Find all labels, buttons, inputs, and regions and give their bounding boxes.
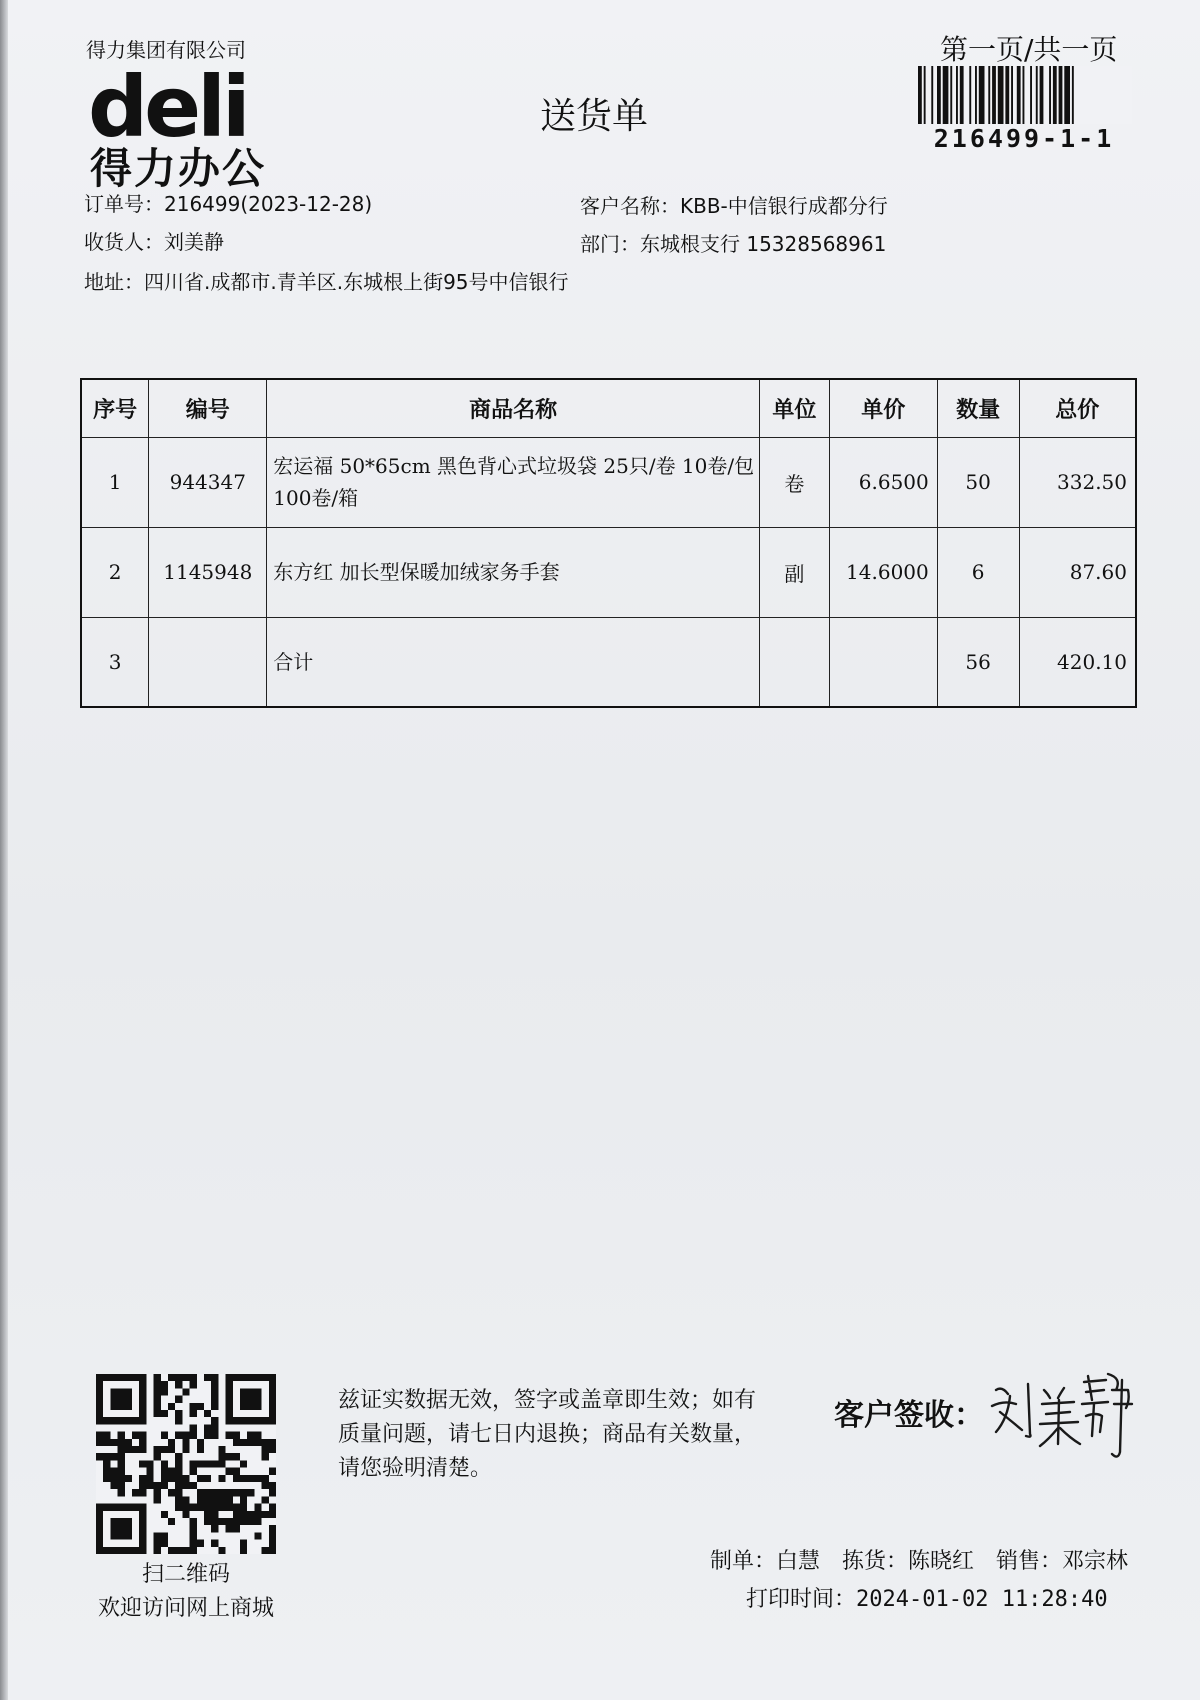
order-number: 订单号：216499(2023-12-28) bbox=[84, 192, 373, 216]
col-header-unit-price: 单价 bbox=[829, 379, 937, 437]
cell-total-label: 合计 bbox=[267, 617, 760, 707]
customer-name: 客户名称：KBB-中信银行成都分行 bbox=[580, 194, 888, 218]
department: 部门：东城根支行 15328568961 bbox=[580, 232, 887, 256]
customer-sign-label: 客户签收： bbox=[834, 1398, 984, 1433]
document-title: 送货单 bbox=[540, 96, 649, 137]
cell-quantity: 6 bbox=[937, 527, 1019, 617]
table-row bbox=[81, 527, 1136, 617]
cell-unit: 副 bbox=[759, 527, 829, 617]
cell-seq: 1 bbox=[81, 437, 149, 527]
qr-code-icon[interactable] bbox=[96, 1374, 276, 1554]
logo-wordmark: deli bbox=[88, 58, 247, 156]
page-info: 第一页/共一页 bbox=[940, 33, 1118, 66]
qr-caption-scan: 扫二维码 bbox=[141, 1562, 230, 1587]
qr-caption bbox=[70, 1558, 302, 1626]
cell-unit: 卷 bbox=[759, 437, 829, 527]
col-header-code: 编号 bbox=[149, 379, 267, 437]
cell-unit-price: 6.6500 bbox=[829, 437, 937, 527]
barcode bbox=[916, 66, 1132, 124]
cell-seq: 3 bbox=[81, 617, 149, 707]
cell-total: 87.60 bbox=[1019, 527, 1136, 617]
col-header-quantity: 数量 bbox=[937, 379, 1019, 437]
cell-quantity-sum: 56 bbox=[937, 617, 1019, 707]
logo-chinese: 得力办公 bbox=[90, 144, 267, 193]
qr-caption-welcome: 欢迎访问网上商城 bbox=[97, 1596, 274, 1621]
notice-text: 兹证实数据无效，签字或盖章即生效；如有质量问题，请七日内退换；商品有关数量，请您验明清楚。 bbox=[338, 1388, 757, 1481]
cell-grand-total: 420.10 bbox=[1019, 617, 1136, 707]
table-header-row bbox=[81, 379, 1136, 437]
cell-product-name: 宏运福 50*65cm 黑色背心式垃圾袋 25只/卷 10卷/包 100卷/箱 bbox=[267, 437, 760, 527]
cell-code: 944347 bbox=[149, 437, 267, 527]
consignee: 收货人：刘美静 bbox=[84, 230, 224, 254]
cell-code: 1145948 bbox=[149, 527, 267, 617]
barcode-number: 216499-1-1 bbox=[933, 124, 1115, 153]
table-row bbox=[81, 437, 1136, 527]
cell-unit bbox=[759, 617, 829, 707]
handwritten-signature bbox=[988, 1360, 1138, 1470]
cell-code bbox=[149, 617, 267, 707]
col-header-seq: 序号 bbox=[81, 379, 149, 437]
cell-unit-price: 14.6000 bbox=[829, 527, 937, 617]
cell-product-name: 东方红 加长型保暖加绒家务手套 bbox=[267, 527, 760, 617]
paper-edge-shadow bbox=[0, 0, 8, 1700]
cell-total: 332.50 bbox=[1019, 437, 1136, 527]
print-time: 打印时间：2024-01-02 11:28:40 bbox=[746, 1587, 1108, 1612]
delivery-address: 地址：四川省.成都市.青羊区.东城根上街95号中信银行 bbox=[84, 270, 569, 294]
company-name: 得力集团有限公司 bbox=[86, 38, 246, 62]
cell-seq: 2 bbox=[81, 527, 149, 617]
items-table bbox=[80, 378, 1137, 708]
staff-info: 制单：白慧 拣货：陈晓红 销售：邓宗林 bbox=[710, 1549, 1129, 1574]
cell-quantity: 50 bbox=[937, 437, 1019, 527]
col-header-total: 总价 bbox=[1019, 379, 1136, 437]
col-header-unit: 单位 bbox=[759, 379, 829, 437]
col-header-product-name: 商品名称 bbox=[267, 379, 760, 437]
table-row-total bbox=[81, 617, 1136, 707]
cell-unit-price bbox=[829, 617, 937, 707]
